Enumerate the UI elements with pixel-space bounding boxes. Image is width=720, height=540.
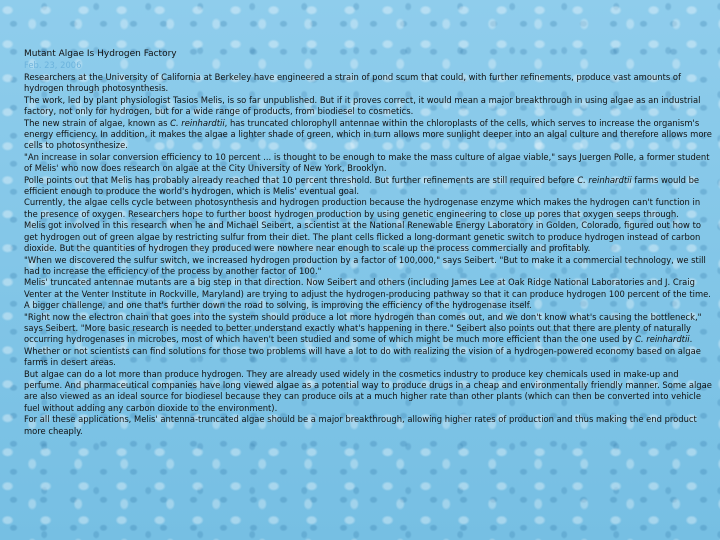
paragraph xyxy=(24,95,714,118)
paragraph xyxy=(24,312,714,346)
paragraph-text: farms would be efficient enough to produce the world's hydrogen, which is Melis' eventual goal. xyxy=(24,174,700,197)
paragraph-text: Melis' truncated antennae mutants are a big step in that direction. Now Seibert and others (including James Lee at Oak Ridge National Laboratories and J. Craig Venter at the Venter Institute in Rockville, Maryland) are trying to adjust the hydrogen-producing pathway so that it can produce hydrogen 100 percent of the time. xyxy=(24,277,711,299)
paragraph xyxy=(24,152,714,175)
paragraph xyxy=(24,346,714,369)
article-date: Feb. 23, 2006 xyxy=(24,60,82,70)
paragraph-text: "Right now the electron chain that goes into the system should produce a lot more hydrogen than comes out, and we don't know what's causing the bottleneck," says Seibert. "More basic research is needed to better understand exactly what's happening in there." Seibert also points out that there are plenty of naturally occurring hydrogenases in microbes, most of which haven't been studied and some of which might be much more efficient than the one used by xyxy=(24,311,702,345)
paragraph xyxy=(24,175,714,198)
paragraph-text: But algae can do a lot more than produce hydrogen. They are already used widely in the cosmetics industry to produce key chemicals used in make-up and perfume. And pharmaceutical companies have long viewed algae as a potential way to produce drugs in a cheap and environmentally friendly manner. Some algae are also viewed as an ideal source for biodiesel because they can produce oils at a much higher rate than other plants (which can then be converted into vehicle fuel without adding any carbon dioxide to the environment). xyxy=(24,368,712,413)
paragraph-text: Currently, the algae cells cycle between photosynthesis and hydrogen production because the hydrogenase enzyme which makes the hydrogen can't function in the presence of oxygen. Researchers hope to further boost hydrogen production by using genetic engineering to close up pores that oxygen seeps through. xyxy=(24,197,701,219)
paragraph xyxy=(24,255,714,278)
paragraph-text: The work, led by plant physiologist Tasios Melis, is so far unpublished. But if it proves correct, it would mean a major breakthrough in using algae as an industrial factory, not only for hydrogen, but for a wide range of products, from biodiesel to cosmetics. xyxy=(24,94,701,117)
paragraph xyxy=(24,72,714,95)
paragraph-text: "An increase in solar conversion efficiency to 10 percent ... is thought to be enough to make the mass culture of algae viable," says Juergen Polle, a former student of Melis' who now does research on algae at the City University of New York, Brooklyn. xyxy=(24,151,710,174)
paragraph-text: Polle points out that Melis has probably already reached that 10 percent threshold. But further refinements are still required before xyxy=(24,174,578,185)
paragraph-text: For all these applications, Melis' antenna-truncated algae should be a major breakthrough, allowing higher rates of production and thus making the end product more cheaply. xyxy=(24,414,697,436)
paragraph xyxy=(24,369,714,415)
paragraph xyxy=(24,414,714,437)
paragraph-text: "When we discovered the sulfur switch, we increased hydrogen production by a factor of 100,000," says Seibert. "But to make it a commercial technology, we still had to increase the efficiency of the process by another factor of 100." xyxy=(24,254,706,276)
paragraph-text: , has truncated chlorophyll antennae within the chloroplasts of the cells, which serves to increase the organism's energy efficiency. In addition, it makes the algae a lighter shade of green, which in turn allows more sunlight deeper into an algal culture and therefore allows more cells to photosynthesize. xyxy=(24,117,712,151)
paragraph xyxy=(24,118,714,152)
paragraph-text: The new strain of algae, known as xyxy=(24,117,171,128)
paragraph-text: Melis got involved in this research when he and Michael Seibert, a scientist at the National Renewable Energy Laboratory in Golden, Colorado, figured out how to get hydrogen out of green algae by restricting sulfur from their diet. The plant cells flicked a long-dormant genetic switch to produce hydrogen instead of carbon dioxide. But the quantities of hydrogen they produced were nowhere near enough to scale up the process commercially and profitably. xyxy=(24,220,701,254)
paragraph-text: . xyxy=(689,334,693,345)
species-name: C. reinhardtii xyxy=(577,174,632,185)
paragraph-text: A bigger challenge, and one that's further down the road to solving, is improving the efficiency of the hydrogenase itself. xyxy=(24,300,532,311)
species-name: C. reinhardtii xyxy=(635,334,690,345)
paragraph xyxy=(24,300,714,311)
article-body xyxy=(24,72,714,437)
paragraph xyxy=(24,277,714,300)
paragraph-text: Whether or not scientists can find solutions for those two problems will have a lot to do with realizing the vision of a hydrogen-powered economy based on algae farms in desert areas. xyxy=(24,345,701,368)
paragraph-text: Researchers at the University of California at Berkeley have engineered a strain of pond scum that could, with further refinements, produce vast amounts of hydrogen through photosynthesis. xyxy=(24,72,681,94)
article-title: Mutant Algae Is Hydrogen Factory xyxy=(24,49,177,59)
article xyxy=(24,49,714,437)
paragraph xyxy=(24,220,714,254)
paragraph xyxy=(24,197,714,220)
species-name: C. reinhardtii xyxy=(170,117,225,128)
